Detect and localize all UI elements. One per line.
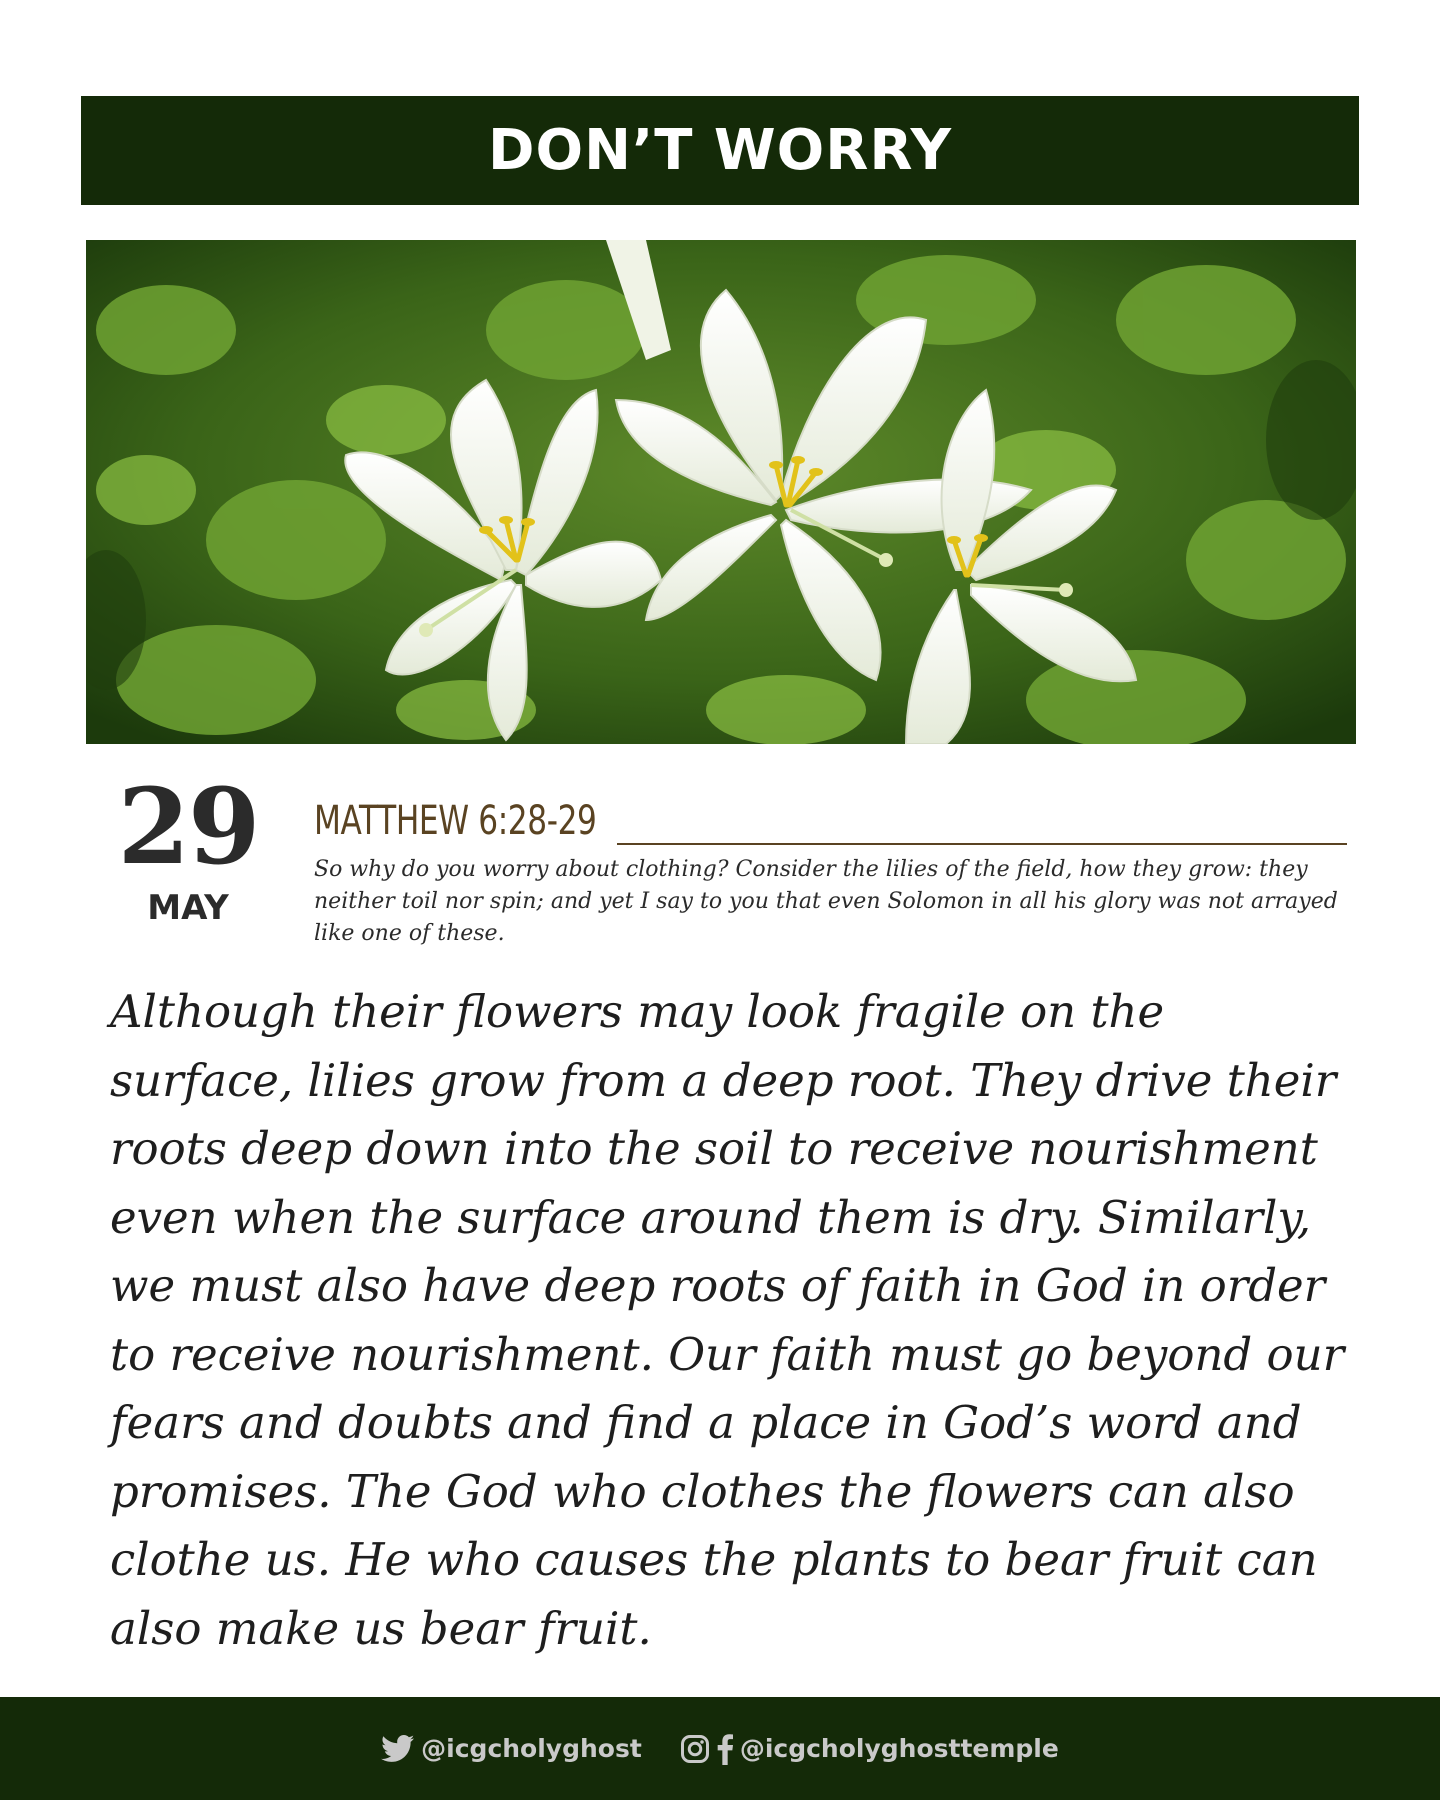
- lily-illustration: [86, 240, 1356, 744]
- twitter-icon: [381, 1735, 415, 1763]
- social-link[interactable]: [680, 1733, 1059, 1765]
- date-month: MAY: [147, 888, 229, 928]
- twitter-link[interactable]: [381, 1734, 642, 1763]
- twitter-handle: @icgcholyghost: [421, 1734, 642, 1763]
- facebook-icon: [716, 1733, 734, 1765]
- reference-underline: [617, 843, 1347, 845]
- page-title: DON’T WORRY: [487, 118, 953, 183]
- title-banner: [81, 96, 1359, 205]
- scripture-reference: MATTHEW 6:28-29: [314, 798, 597, 844]
- lily-photo: [86, 240, 1356, 744]
- scripture-verse: So why do you worry about clothing? Consider the lilies of the field, how they grow: they neither toil nor spin; and yet I say to you that even Solomon in all his glory was not arrayed like one of these.: [314, 857, 1338, 946]
- devotional-text: Although their flowers may look fragile on the surface, lilies grow from a deep root. They drive their roots deep down into the soil to receive nourishment even when the surface around them is dry. Similarly, we must also have deep roots of faith in God in order to receive nourishment. Our faith must go beyond our fears and doubts and find a place in God’s word and promises. The God who clothes the flowers can also clothe us. He who causes the plants to bear fruit can also make us bear fruit.: [110, 985, 1345, 1655]
- date-day: 29: [117, 765, 259, 888]
- instagram-icon: [680, 1734, 710, 1764]
- footer: [0, 1697, 1440, 1800]
- social-handle: @icgcholyghosttemple: [739, 1734, 1059, 1763]
